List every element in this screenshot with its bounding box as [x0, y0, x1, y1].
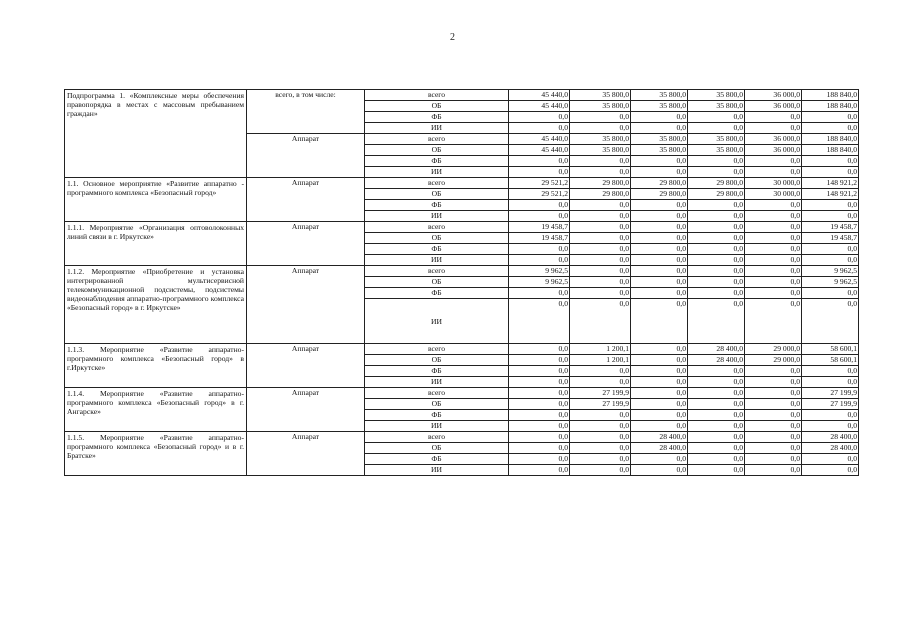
amount-cell: 0,0 — [570, 465, 631, 476]
amount-cell: 0,0 — [509, 410, 570, 421]
amount-cell: 0,0 — [509, 432, 570, 443]
table-row — [65, 90, 859, 101]
amount-cell: 0,0 — [745, 266, 802, 277]
table-row — [65, 344, 859, 355]
amount-cell: 35 800,0 — [631, 101, 688, 112]
amount-cell: 0,0 — [745, 211, 802, 222]
amount-cell: 0,0 — [802, 421, 859, 432]
amount-cell: 0,0 — [745, 244, 802, 255]
amount-cell: 188 840,0 — [802, 145, 859, 156]
table-row — [65, 266, 859, 277]
amount-cell: 0,0 — [509, 112, 570, 123]
amount-cell: 35 800,0 — [570, 145, 631, 156]
amount-cell: 28 400,0 — [688, 344, 745, 355]
amount-cell: 35 800,0 — [688, 101, 745, 112]
amount-cell: 0,0 — [509, 399, 570, 410]
amount-cell: 0,0 — [745, 399, 802, 410]
amount-cell: 0,0 — [570, 200, 631, 211]
amount-cell: 0,0 — [688, 167, 745, 178]
table-row — [65, 388, 859, 399]
amount-cell: 58 600,1 — [802, 344, 859, 355]
amount-cell: 27 199,9 — [802, 399, 859, 410]
amount-cell: 45 440,0 — [509, 90, 570, 101]
amount-cell: 0,0 — [509, 244, 570, 255]
amount-cell: 29 800,0 — [570, 189, 631, 200]
amount-cell: 0,0 — [631, 288, 688, 299]
amount-cell: 0,0 — [745, 410, 802, 421]
amount-cell: 0,0 — [631, 299, 688, 344]
amount-cell: 0,0 — [802, 244, 859, 255]
funding-source-cell: ФБ — [365, 112, 509, 123]
amount-cell: 0,0 — [688, 211, 745, 222]
amount-cell: 0,0 — [688, 266, 745, 277]
funding-source-cell: ОБ — [365, 277, 509, 288]
amount-cell: 0,0 — [802, 255, 859, 266]
program-name-cell: 1.1. Основное мероприятие «Развитие аппаратно - программного комплекса «Безопасный город» — [65, 178, 247, 222]
amount-cell: 0,0 — [631, 112, 688, 123]
budget-table — [64, 89, 859, 476]
amount-cell: 35 800,0 — [570, 101, 631, 112]
amount-cell: 0,0 — [688, 454, 745, 465]
amount-cell: 0,0 — [509, 156, 570, 167]
program-name-cell: Подпрограмма 1. «Комплексные меры обеспечения правопорядка в местах с массовым пребыванием граждан» — [65, 90, 247, 178]
funding-source-cell: ОБ — [365, 145, 509, 156]
amount-cell: 36 000,0 — [745, 90, 802, 101]
amount-cell: 0,0 — [802, 112, 859, 123]
funding-source-cell: всего — [365, 178, 509, 189]
amount-cell: 19 458,7 — [802, 233, 859, 244]
amount-cell: 0,0 — [688, 399, 745, 410]
amount-cell: 29 800,0 — [631, 178, 688, 189]
program-name-cell: 1.1.4. Мероприятие «Развитие аппаратно-программного комплекса «Безопасный город» в г. Ангарске» — [65, 388, 247, 432]
amount-cell: 1 200,1 — [570, 355, 631, 366]
amount-cell: 0,0 — [631, 399, 688, 410]
amount-cell: 36 000,0 — [745, 134, 802, 145]
amount-cell: 0,0 — [745, 366, 802, 377]
amount-cell: 0,0 — [631, 123, 688, 134]
amount-cell: 0,0 — [509, 388, 570, 399]
amount-cell: 0,0 — [509, 123, 570, 134]
amount-cell: 0,0 — [688, 244, 745, 255]
amount-cell: 0,0 — [802, 465, 859, 476]
amount-cell: 0,0 — [745, 200, 802, 211]
amount-cell: 0,0 — [631, 211, 688, 222]
amount-cell: 0,0 — [509, 421, 570, 432]
amount-cell: 148 921,2 — [802, 178, 859, 189]
amount-cell: 0,0 — [745, 255, 802, 266]
amount-cell: 0,0 — [570, 123, 631, 134]
amount-cell: 36 000,0 — [745, 101, 802, 112]
amount-cell: 0,0 — [631, 255, 688, 266]
amount-cell: 0,0 — [570, 288, 631, 299]
amount-cell: 27 199,9 — [570, 388, 631, 399]
amount-cell: 28 400,0 — [688, 355, 745, 366]
amount-cell: 0,0 — [688, 432, 745, 443]
funding-source-cell: ОБ — [365, 233, 509, 244]
amount-cell: 9 962,5 — [802, 277, 859, 288]
funding-source-cell: ФБ — [365, 366, 509, 377]
amount-cell: 0,0 — [745, 454, 802, 465]
program-name-cell: 1.1.2. Мероприятие «Приобретение и установка интегрированной мультисервисной телекоммуникационной подсистемы, подсистемы видеонаблюдения аппаратно-программного комплекса «Безопасный город» в г. Иркутске» — [65, 266, 247, 344]
funding-source-cell: всего — [365, 344, 509, 355]
amount-cell: 19 458,7 — [509, 233, 570, 244]
amount-cell: 58 600,1 — [802, 355, 859, 366]
amount-cell: 28 400,0 — [802, 443, 859, 454]
amount-cell: 0,0 — [570, 211, 631, 222]
page-number: 2 — [450, 32, 455, 43]
amount-cell: 35 800,0 — [570, 90, 631, 101]
amount-cell: 0,0 — [688, 200, 745, 211]
amount-cell: 35 800,0 — [688, 90, 745, 101]
amount-cell: 0,0 — [745, 432, 802, 443]
amount-cell: 0,0 — [688, 388, 745, 399]
amount-cell: 29 800,0 — [631, 189, 688, 200]
amount-cell: 0,0 — [631, 200, 688, 211]
amount-cell: 29 000,0 — [745, 344, 802, 355]
amount-cell: 0,0 — [570, 112, 631, 123]
amount-cell: 188 840,0 — [802, 101, 859, 112]
amount-cell: 0,0 — [802, 410, 859, 421]
amount-cell: 27 199,9 — [570, 399, 631, 410]
amount-cell: 0,0 — [745, 388, 802, 399]
amount-cell: 0,0 — [570, 366, 631, 377]
amount-cell: 9 962,5 — [802, 266, 859, 277]
amount-cell: 0,0 — [570, 222, 631, 233]
table-row — [65, 432, 859, 443]
funding-source-cell: ОБ — [365, 443, 509, 454]
amount-cell: 0,0 — [802, 454, 859, 465]
funding-source-cell: ФБ — [365, 288, 509, 299]
amount-cell: 0,0 — [509, 443, 570, 454]
amount-cell: 0,0 — [631, 388, 688, 399]
amount-cell: 0,0 — [509, 299, 570, 344]
amount-cell: 0,0 — [688, 222, 745, 233]
funding-source-cell: ИИ — [365, 465, 509, 476]
amount-cell: 0,0 — [509, 255, 570, 266]
executor-cell: Аппарат — [247, 432, 365, 476]
amount-cell: 0,0 — [570, 156, 631, 167]
amount-cell: 35 800,0 — [688, 145, 745, 156]
funding-source-cell: ИИ — [365, 377, 509, 388]
executor-cell: всего, в том числе: — [247, 90, 365, 134]
amount-cell: 0,0 — [802, 299, 859, 344]
amount-cell: 45 440,0 — [509, 134, 570, 145]
amount-cell: 28 400,0 — [802, 432, 859, 443]
amount-cell: 0,0 — [688, 366, 745, 377]
funding-source-cell: ФБ — [365, 200, 509, 211]
amount-cell: 36 000,0 — [745, 145, 802, 156]
amount-cell: 0,0 — [802, 200, 859, 211]
funding-source-cell: ИИ — [365, 255, 509, 266]
funding-source-cell: ОБ — [365, 355, 509, 366]
amount-cell: 0,0 — [688, 233, 745, 244]
funding-source-cell: ОБ — [365, 189, 509, 200]
amount-cell: 28 400,0 — [631, 432, 688, 443]
amount-cell: 0,0 — [745, 233, 802, 244]
amount-cell: 0,0 — [745, 222, 802, 233]
amount-cell: 0,0 — [802, 211, 859, 222]
amount-cell: 0,0 — [509, 465, 570, 476]
amount-cell: 0,0 — [688, 123, 745, 134]
funding-source-cell: ИИ — [365, 211, 509, 222]
funding-source-cell: ИИ — [365, 123, 509, 134]
amount-cell: 0,0 — [688, 443, 745, 454]
amount-cell: 0,0 — [688, 112, 745, 123]
amount-cell: 9 962,5 — [509, 277, 570, 288]
funding-source-cell: всего — [365, 432, 509, 443]
amount-cell: 0,0 — [802, 123, 859, 134]
funding-source-cell: всего — [365, 134, 509, 145]
amount-cell: 0,0 — [570, 167, 631, 178]
amount-cell: 0,0 — [745, 377, 802, 388]
funding-source-cell: ФБ — [365, 156, 509, 167]
amount-cell: 0,0 — [802, 366, 859, 377]
amount-cell: 0,0 — [570, 377, 631, 388]
amount-cell: 0,0 — [509, 288, 570, 299]
amount-cell: 0,0 — [631, 355, 688, 366]
amount-cell: 0,0 — [802, 288, 859, 299]
amount-cell: 0,0 — [509, 211, 570, 222]
amount-cell: 0,0 — [745, 156, 802, 167]
amount-cell: 29 800,0 — [688, 189, 745, 200]
funding-source-cell: всего — [365, 90, 509, 101]
amount-cell: 0,0 — [688, 410, 745, 421]
amount-cell: 0,0 — [631, 233, 688, 244]
amount-cell: 0,0 — [631, 377, 688, 388]
funding-source-cell: ФБ — [365, 454, 509, 465]
amount-cell: 0,0 — [509, 454, 570, 465]
amount-cell: 0,0 — [802, 377, 859, 388]
amount-cell: 45 440,0 — [509, 101, 570, 112]
amount-cell: 0,0 — [509, 167, 570, 178]
funding-source-cell: ОБ — [365, 399, 509, 410]
amount-cell: 0,0 — [631, 454, 688, 465]
executor-cell: Аппарат — [247, 388, 365, 432]
amount-cell: 29 000,0 — [745, 355, 802, 366]
program-name-cell: 1.1.5. Мероприятие «Развитие аппаратно-программного комплекса «Безопасный город» и в г. Братске» — [65, 432, 247, 476]
amount-cell: 0,0 — [688, 377, 745, 388]
amount-cell: 0,0 — [745, 112, 802, 123]
amount-cell: 30 000,0 — [745, 178, 802, 189]
amount-cell: 0,0 — [509, 377, 570, 388]
executor-cell: Аппарат — [247, 266, 365, 344]
table-row — [65, 222, 859, 233]
amount-cell: 29 521,2 — [509, 189, 570, 200]
program-name-cell: 1.1.3. Мероприятие «Развитие аппаратно-программного комплекса «Безопасный город» в г.Иркутске» — [65, 344, 247, 388]
executor-cell: Аппарат — [247, 222, 365, 266]
amount-cell: 188 840,0 — [802, 90, 859, 101]
amount-cell: 0,0 — [570, 421, 631, 432]
amount-cell: 0,0 — [802, 167, 859, 178]
amount-cell: 0,0 — [745, 123, 802, 134]
amount-cell: 9 962,5 — [509, 266, 570, 277]
amount-cell: 0,0 — [570, 244, 631, 255]
amount-cell: 0,0 — [745, 277, 802, 288]
funding-source-cell: ИИ — [365, 167, 509, 178]
funding-source-cell: ИИ — [365, 299, 509, 344]
amount-cell: 0,0 — [688, 465, 745, 476]
amount-cell: 0,0 — [688, 299, 745, 344]
amount-cell: 0,0 — [631, 277, 688, 288]
amount-cell: 0,0 — [570, 266, 631, 277]
amount-cell: 0,0 — [745, 421, 802, 432]
amount-cell: 0,0 — [570, 432, 631, 443]
amount-cell: 0,0 — [509, 344, 570, 355]
amount-cell: 0,0 — [688, 255, 745, 266]
amount-cell: 148 921,2 — [802, 189, 859, 200]
amount-cell: 0,0 — [631, 222, 688, 233]
amount-cell: 30 000,0 — [745, 189, 802, 200]
amount-cell: 0,0 — [802, 156, 859, 167]
amount-cell: 19 458,7 — [509, 222, 570, 233]
amount-cell: 0,0 — [631, 244, 688, 255]
amount-cell: 0,0 — [745, 465, 802, 476]
amount-cell: 0,0 — [570, 277, 631, 288]
amount-cell: 19 458,7 — [802, 222, 859, 233]
funding-source-cell: ФБ — [365, 410, 509, 421]
amount-cell: 35 800,0 — [631, 145, 688, 156]
amount-cell: 35 800,0 — [688, 134, 745, 145]
amount-cell: 0,0 — [631, 167, 688, 178]
amount-cell: 0,0 — [570, 410, 631, 421]
amount-cell: 35 800,0 — [570, 134, 631, 145]
amount-cell: 0,0 — [509, 355, 570, 366]
executor-cell: Аппарат — [247, 344, 365, 388]
funding-source-cell: всего — [365, 222, 509, 233]
amount-cell: 0,0 — [631, 156, 688, 167]
amount-cell: 0,0 — [570, 233, 631, 244]
amount-cell: 1 200,1 — [570, 344, 631, 355]
amount-cell: 0,0 — [745, 167, 802, 178]
amount-cell: 27 199,9 — [802, 388, 859, 399]
amount-cell: 0,0 — [745, 299, 802, 344]
amount-cell: 0,0 — [688, 288, 745, 299]
amount-cell: 0,0 — [631, 421, 688, 432]
program-name-cell: 1.1.1. Мероприятие «Организация оптоволоконных линий связи в г. Иркутске» — [65, 222, 247, 266]
executor-cell: Аппарат — [247, 134, 365, 178]
amount-cell: 0,0 — [509, 200, 570, 211]
funding-source-cell: всего — [365, 266, 509, 277]
amount-cell: 45 440,0 — [509, 145, 570, 156]
amount-cell: 0,0 — [570, 443, 631, 454]
amount-cell: 0,0 — [631, 410, 688, 421]
amount-cell: 0,0 — [688, 277, 745, 288]
amount-cell: 0,0 — [509, 366, 570, 377]
executor-cell: Аппарат — [247, 178, 365, 222]
amount-cell: 0,0 — [745, 443, 802, 454]
amount-cell: 35 800,0 — [631, 134, 688, 145]
amount-cell: 0,0 — [570, 299, 631, 344]
amount-cell: 0,0 — [631, 366, 688, 377]
amount-cell: 29 800,0 — [570, 178, 631, 189]
funding-source-cell: всего — [365, 388, 509, 399]
funding-source-cell: ИИ — [365, 421, 509, 432]
amount-cell: 0,0 — [631, 344, 688, 355]
funding-source-cell: ОБ — [365, 101, 509, 112]
table-row — [65, 178, 859, 189]
amount-cell: 0,0 — [688, 421, 745, 432]
amount-cell: 0,0 — [570, 255, 631, 266]
amount-cell: 35 800,0 — [631, 90, 688, 101]
amount-cell: 0,0 — [570, 454, 631, 465]
amount-cell: 28 400,0 — [631, 443, 688, 454]
funding-source-cell: ФБ — [365, 244, 509, 255]
amount-cell: 29 521,2 — [509, 178, 570, 189]
amount-cell: 0,0 — [631, 266, 688, 277]
table-body — [65, 90, 859, 476]
amount-cell: 188 840,0 — [802, 134, 859, 145]
amount-cell: 29 800,0 — [688, 178, 745, 189]
amount-cell: 0,0 — [631, 465, 688, 476]
amount-cell: 0,0 — [745, 288, 802, 299]
amount-cell: 0,0 — [688, 156, 745, 167]
